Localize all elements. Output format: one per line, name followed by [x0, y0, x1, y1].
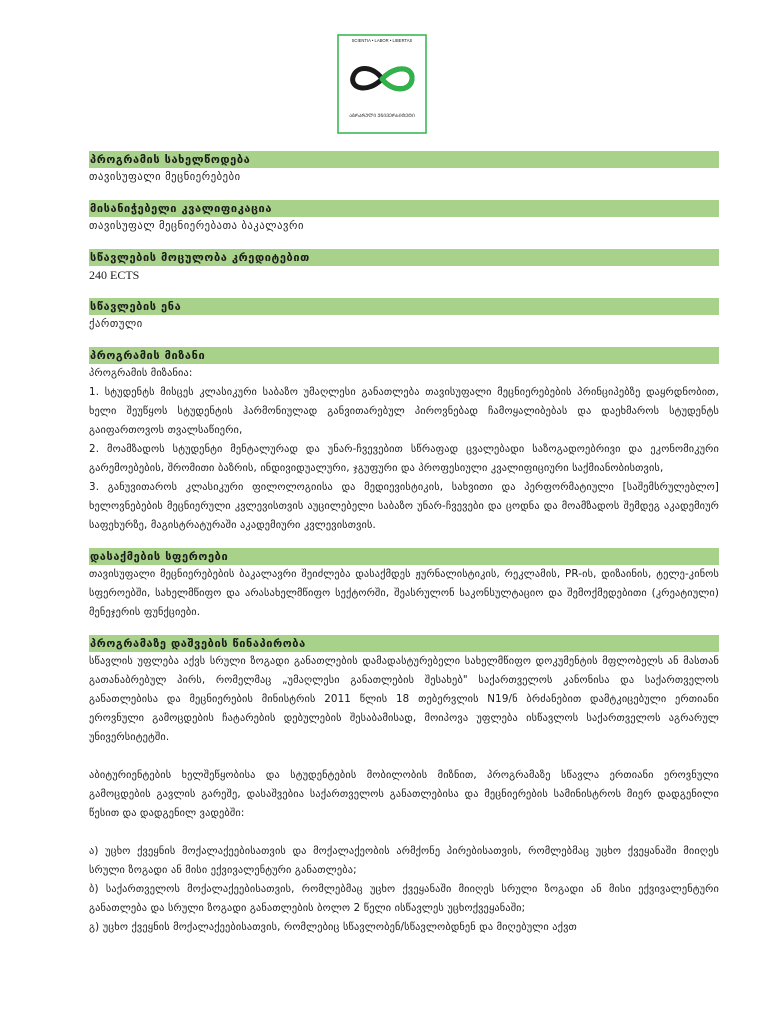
goal-item-3: 3. განუვითაროს კლასიკური ფილოლოგიისა და მედიევისტიკის, სახვითი და პერფორმატიული [საშემსრულებლო] ხელოვნებების მეცნიერული კვლევისთვის აუცილებელი საბაზო უნარ-ჩვევები და ცოდნა და მოამზადოს შემდეგ აკადემიურ საფეხურზე, მაგისტრატურაში აკადემიური კვლევისთვის.: [89, 481, 719, 531]
admission-item-b: ბ) საქართველოს მოქალაქეებისათვის, რომლებმაც უცხო ქვეყანაში მიიღეს სრული ზოგადი ან მისი ექვივალენტური განათლება და სრული ზოგადი განათლების ბოლო 2 წელი ისწავლეს უცხოქვეყანაში;: [89, 883, 719, 914]
admission-item-a: ა) უცხო ქვეყნის მოქალაქეებისათვის და მოქალაქეობის არმქონე პირებისათვის, რომლებმაც უცხო ქვეყანაში მიიღეს სრული ზოგადი ან მისი ექვივალენტური განათლება;: [89, 845, 719, 876]
goal-heading: პროგრამის მიზანი: [89, 347, 719, 364]
admission-paragraph-1: სწავლის უფლება აქვს სრული ზოგადი განათლების დამადასტურებელი სახელმწიფო დოკუმენტის მფლობელს ან მასთან გათანაბრებულ პირს, რომელმაც „უმაღლესი განათლების შესახებ" საქართველოს კანონისა და საქართველოს განათლებისა და მეცნიერების მინისტრის 2011 წლის 18 თებერვლის N19/ნ ბრძანებით დამტკიცებული ერთიანი ეროვნული გამოცდების ჩატარების დებულების შესაბამისად, მოიპოვა უფლება ისწავლოს საქართველოს აგრარულ უნივერსიტეტში.: [89, 655, 719, 743]
admission-heading: პროგრამაზე დაშვების წინაპირობა: [89, 635, 719, 652]
program-name-heading: პროგრამის სახელწოდება: [89, 151, 719, 168]
qualification-value: თავისუფალ მეცნიერებათა ბაკალავრი: [89, 220, 304, 232]
credits-value: 240 ECTS: [89, 268, 140, 282]
logo-university-name: ᲐᲒᲠᲐᲠᲣᲚᲘ ᲣᲜᲘᲕᲔᲠᲡᲘᲢᲔᲢᲘ: [349, 113, 415, 118]
language-heading: სწავლების ენა: [89, 298, 719, 315]
admission-body: [89, 652, 719, 937]
infinity-logo-icon: [337, 34, 427, 134]
goal-item-2: 2. მოამზადოს სტუდენტი მენტალურად და უნარ-ჩვევებით სწრაფად ცვალებადი საზოგადოებრივი და ეკონომიკური გარემოებების, შრომითი ბაზრის, ინდივიდუალური, ჯგუფური და პროფესიული კვალიფიციური საქმიანობისთვის,: [89, 443, 719, 474]
program-document: [89, 151, 719, 950]
employment-text: თავისუფალი მეცნიერებების ბაკალავრი შეიძლება დასაქმდეს ჟურნალისტიკის, რეკლამის, PR-ის, დიზაინის, ტელე-კინოს სფეროებში, სახელმწიფო და არასახელმწიფო სექტორში, შეასრულონ საკონსულტაციო და შემოქმედებითი (კრეატიული) მენეჯერის ფუნქციები.: [89, 568, 719, 618]
admission-paragraph-2: აბიტურიენტების ხელშეწყობისა და სტუდენტების მობილობის მიზნით, პროგრამაზე სწავლა ერთიანი ეროვნული გამოცდების გავლის გარეშე, დასაშვებია საქართველოს განათლებისა და მეცნიერების სამინისტროს მიერ დადგენილი წესით და დადგენილ ვადებში:: [89, 769, 719, 819]
program-name-value: თავისუფალი მეცნიერებები: [89, 171, 241, 183]
goal-body: [89, 364, 719, 535]
logo-motto: SCIENTIA • LABOR • LIBERTAS: [351, 38, 413, 43]
employment-heading: დასაქმების სფეროები: [89, 548, 719, 565]
credits-heading: სწავლების მოცულობა კრედიტებით: [89, 249, 719, 266]
goal-intro: პროგრამის მიზანია:: [89, 367, 193, 379]
qualification-heading: მისანიჭებელი კვალიფიკაცია: [89, 200, 719, 217]
university-logo: [337, 34, 427, 134]
employment-body: [89, 565, 719, 622]
language-value: ქართული: [89, 318, 143, 330]
goal-item-1: 1. სტუდენტს მისცეს კლასიკური საბაზო უმაღლესი განათლება თავისუფალი მეცნიერებების პრინციპებზე დაყრდნობით, ხელი შეუწყოს სტუდენტის ჰარმონიულად განვითარებულ პიროვნებად ჩამოყალიბებას და დაეხმაროს სტუდენტს გაიფართოვოს თვალსაწიერი,: [89, 386, 719, 436]
admission-item-c: გ) უცხო ქვეყნის მოქალაქეებისათვის, რომლებიც სწავლობენ/სწავლობდნენ და მიღებული აქვთ: [89, 921, 577, 933]
